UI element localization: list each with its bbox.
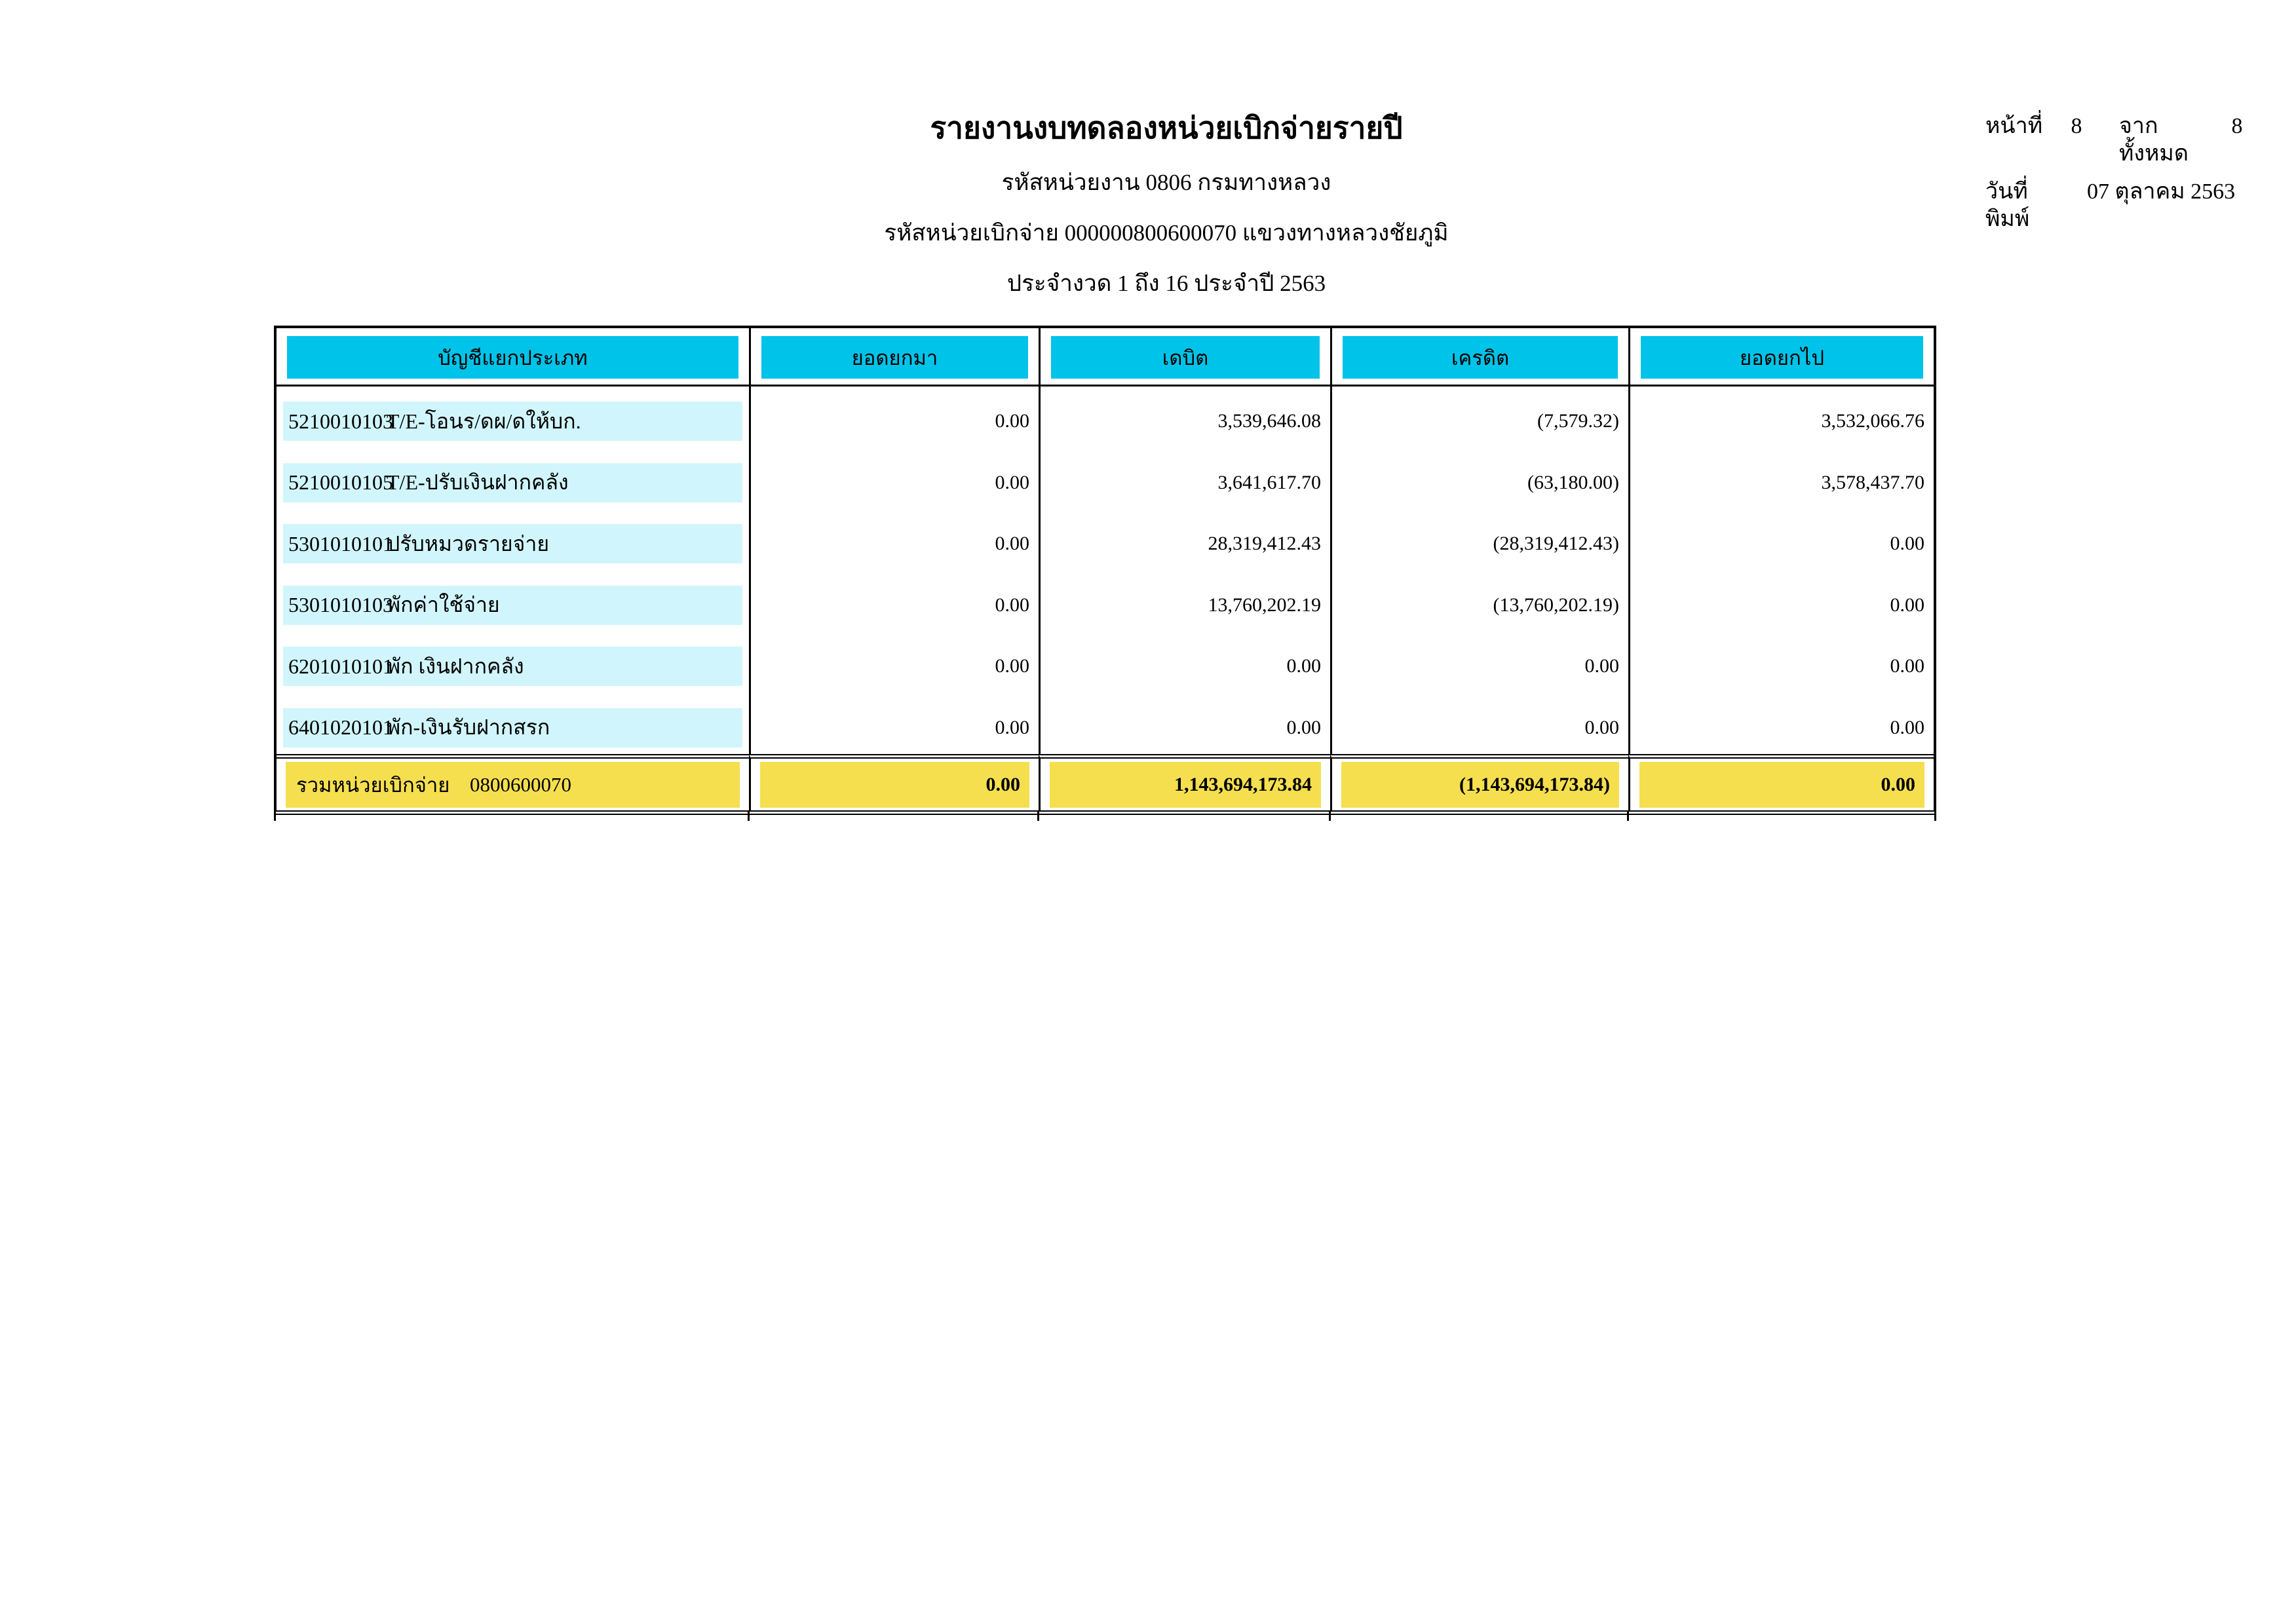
account-code: 5210010103	[288, 409, 393, 433]
total-pages-label: จากทั้งหมด	[2119, 114, 2189, 166]
account-name: พัก เงินฝากคลัง	[387, 654, 524, 678]
debit-value: 0.00	[1039, 632, 1330, 693]
account-code: 5301010103	[288, 593, 393, 616]
divider-stub	[748, 811, 750, 821]
disbursement-unit-line: รหัสหน่วยเบิกจ่าย 000000800600070 แขวงทางหลวงชัยภูมิ	[884, 220, 1449, 246]
debit-value: 3,539,646.08	[1039, 387, 1330, 448]
column-header-account	[277, 328, 749, 387]
page-number-row	[1985, 113, 2250, 168]
credit-value: 0.00	[1330, 632, 1628, 693]
debit-value: 3,641,617.70	[1039, 448, 1330, 510]
report-title: รายงานงบทดลองหน่วยเบิกจ่ายรายปี	[930, 111, 1403, 145]
closing-balance-value: 0.00	[1628, 693, 1934, 755]
print-date-row	[1985, 178, 2250, 233]
period-line: ประจำงวด 1 ถึง 16 ประจำปี 2563	[1006, 271, 1326, 296]
total-closing-balance-cell	[1628, 754, 1934, 810]
credit-value: 0.00	[1330, 693, 1628, 755]
page-info	[1985, 113, 2250, 244]
column-header-credit-band: เครดิต	[1343, 336, 1618, 379]
table-bottom-stubs	[274, 811, 1936, 823]
account-name: พัก-เงินรับฝากสรก	[387, 715, 550, 739]
page-number-value: 8	[2071, 114, 2082, 138]
debit-value: 13,760,202.19	[1039, 571, 1330, 632]
account-band	[283, 647, 742, 686]
total-credit-cell	[1330, 754, 1628, 810]
account-name: พักค่าใช้จ่าย	[387, 593, 500, 616]
total-opening-balance: 0.00	[760, 762, 1029, 808]
debit-value: 28,319,412.43	[1039, 509, 1330, 571]
account-code: 6201010101	[288, 654, 393, 678]
account-name: T/E-ปรับเงินฝากคลัง	[387, 470, 569, 494]
total-pages-value: 8	[2231, 114, 2243, 138]
column-header-debit	[1039, 328, 1330, 387]
total-closing-balance: 0.00	[1639, 762, 1924, 808]
column-header-credit	[1330, 328, 1628, 387]
print-date-label: วันที่พิมพ์	[1985, 179, 2030, 231]
account-band	[283, 524, 742, 563]
opening-balance-value: 0.00	[749, 571, 1039, 632]
account-code: 5301010101	[288, 531, 393, 556]
total-credit: (1,143,694,173.84)	[1341, 762, 1619, 808]
closing-balance-value: 3,532,066.76	[1628, 387, 1934, 448]
account-band	[283, 463, 742, 502]
total-label-band	[286, 762, 740, 808]
opening-balance-value: 0.00	[749, 632, 1039, 693]
table-row-account	[277, 571, 749, 632]
page-number-label: หน้าที่	[1985, 114, 2043, 138]
column-header-opening-balance	[749, 328, 1039, 387]
account-name: T/E-โอนร/ดผ/ดให้บก.	[387, 409, 581, 433]
table-row-account	[277, 693, 749, 755]
credit-value: (7,579.32)	[1330, 387, 1628, 448]
opening-balance-value: 0.00	[749, 448, 1039, 510]
column-header-closing-balance-band: ยอดยกไป	[1641, 336, 1923, 379]
opening-balance-value: 0.00	[749, 509, 1039, 571]
total-row-label-cell	[277, 754, 749, 810]
credit-value: (63,180.00)	[1330, 448, 1628, 510]
opening-balance-value: 0.00	[749, 387, 1039, 448]
table-row-account	[277, 509, 749, 571]
account-band	[283, 586, 742, 625]
closing-balance-value: 3,578,437.70	[1628, 448, 1934, 510]
account-code: 6401020101	[288, 715, 393, 739]
debit-value: 0.00	[1039, 693, 1330, 755]
divider-stub	[1329, 811, 1331, 821]
account-band	[283, 708, 742, 747]
credit-value: (13,760,202.19)	[1330, 571, 1628, 632]
opening-balance-value: 0.00	[749, 693, 1039, 755]
total-row-label: รวมหน่วยเบิกจ่าย	[296, 774, 450, 797]
divider-stub	[1037, 811, 1039, 821]
print-date-value: 07 ตุลาคม 2563	[2087, 179, 2236, 204]
column-header-account-band: บัญชีแยกประเภท	[287, 336, 738, 379]
column-header-closing-balance	[1628, 328, 1934, 387]
divider-stub	[274, 811, 276, 821]
credit-value: (28,319,412.43)	[1330, 509, 1628, 571]
divider-stub	[1934, 811, 1936, 821]
closing-balance-value: 0.00	[1628, 571, 1934, 632]
account-name: ปรับหมวดรายจ่าย	[387, 531, 550, 556]
agency-code-line: รหัสหน่วยงาน 0806 กรมทางหลวง	[1001, 170, 1331, 195]
total-debit-cell	[1039, 754, 1330, 810]
table-row-account	[277, 448, 749, 510]
column-header-opening-balance-band: ยอดยกมา	[761, 336, 1028, 379]
account-band	[283, 402, 742, 441]
account-code: 5210010105	[288, 470, 393, 494]
table-row-account	[277, 632, 749, 693]
divider-stub	[1627, 811, 1629, 821]
total-unit-code: 0800600070	[470, 773, 571, 796]
column-header-debit-band: เดบิต	[1051, 336, 1320, 379]
trial-balance-table	[274, 326, 1936, 815]
total-opening-balance-cell	[749, 754, 1039, 810]
total-debit: 1,143,694,173.84	[1050, 762, 1321, 808]
closing-balance-value: 0.00	[1628, 632, 1934, 693]
report-header	[37, 111, 2296, 297]
table-row-account	[277, 387, 749, 448]
closing-balance-value: 0.00	[1628, 509, 1934, 571]
